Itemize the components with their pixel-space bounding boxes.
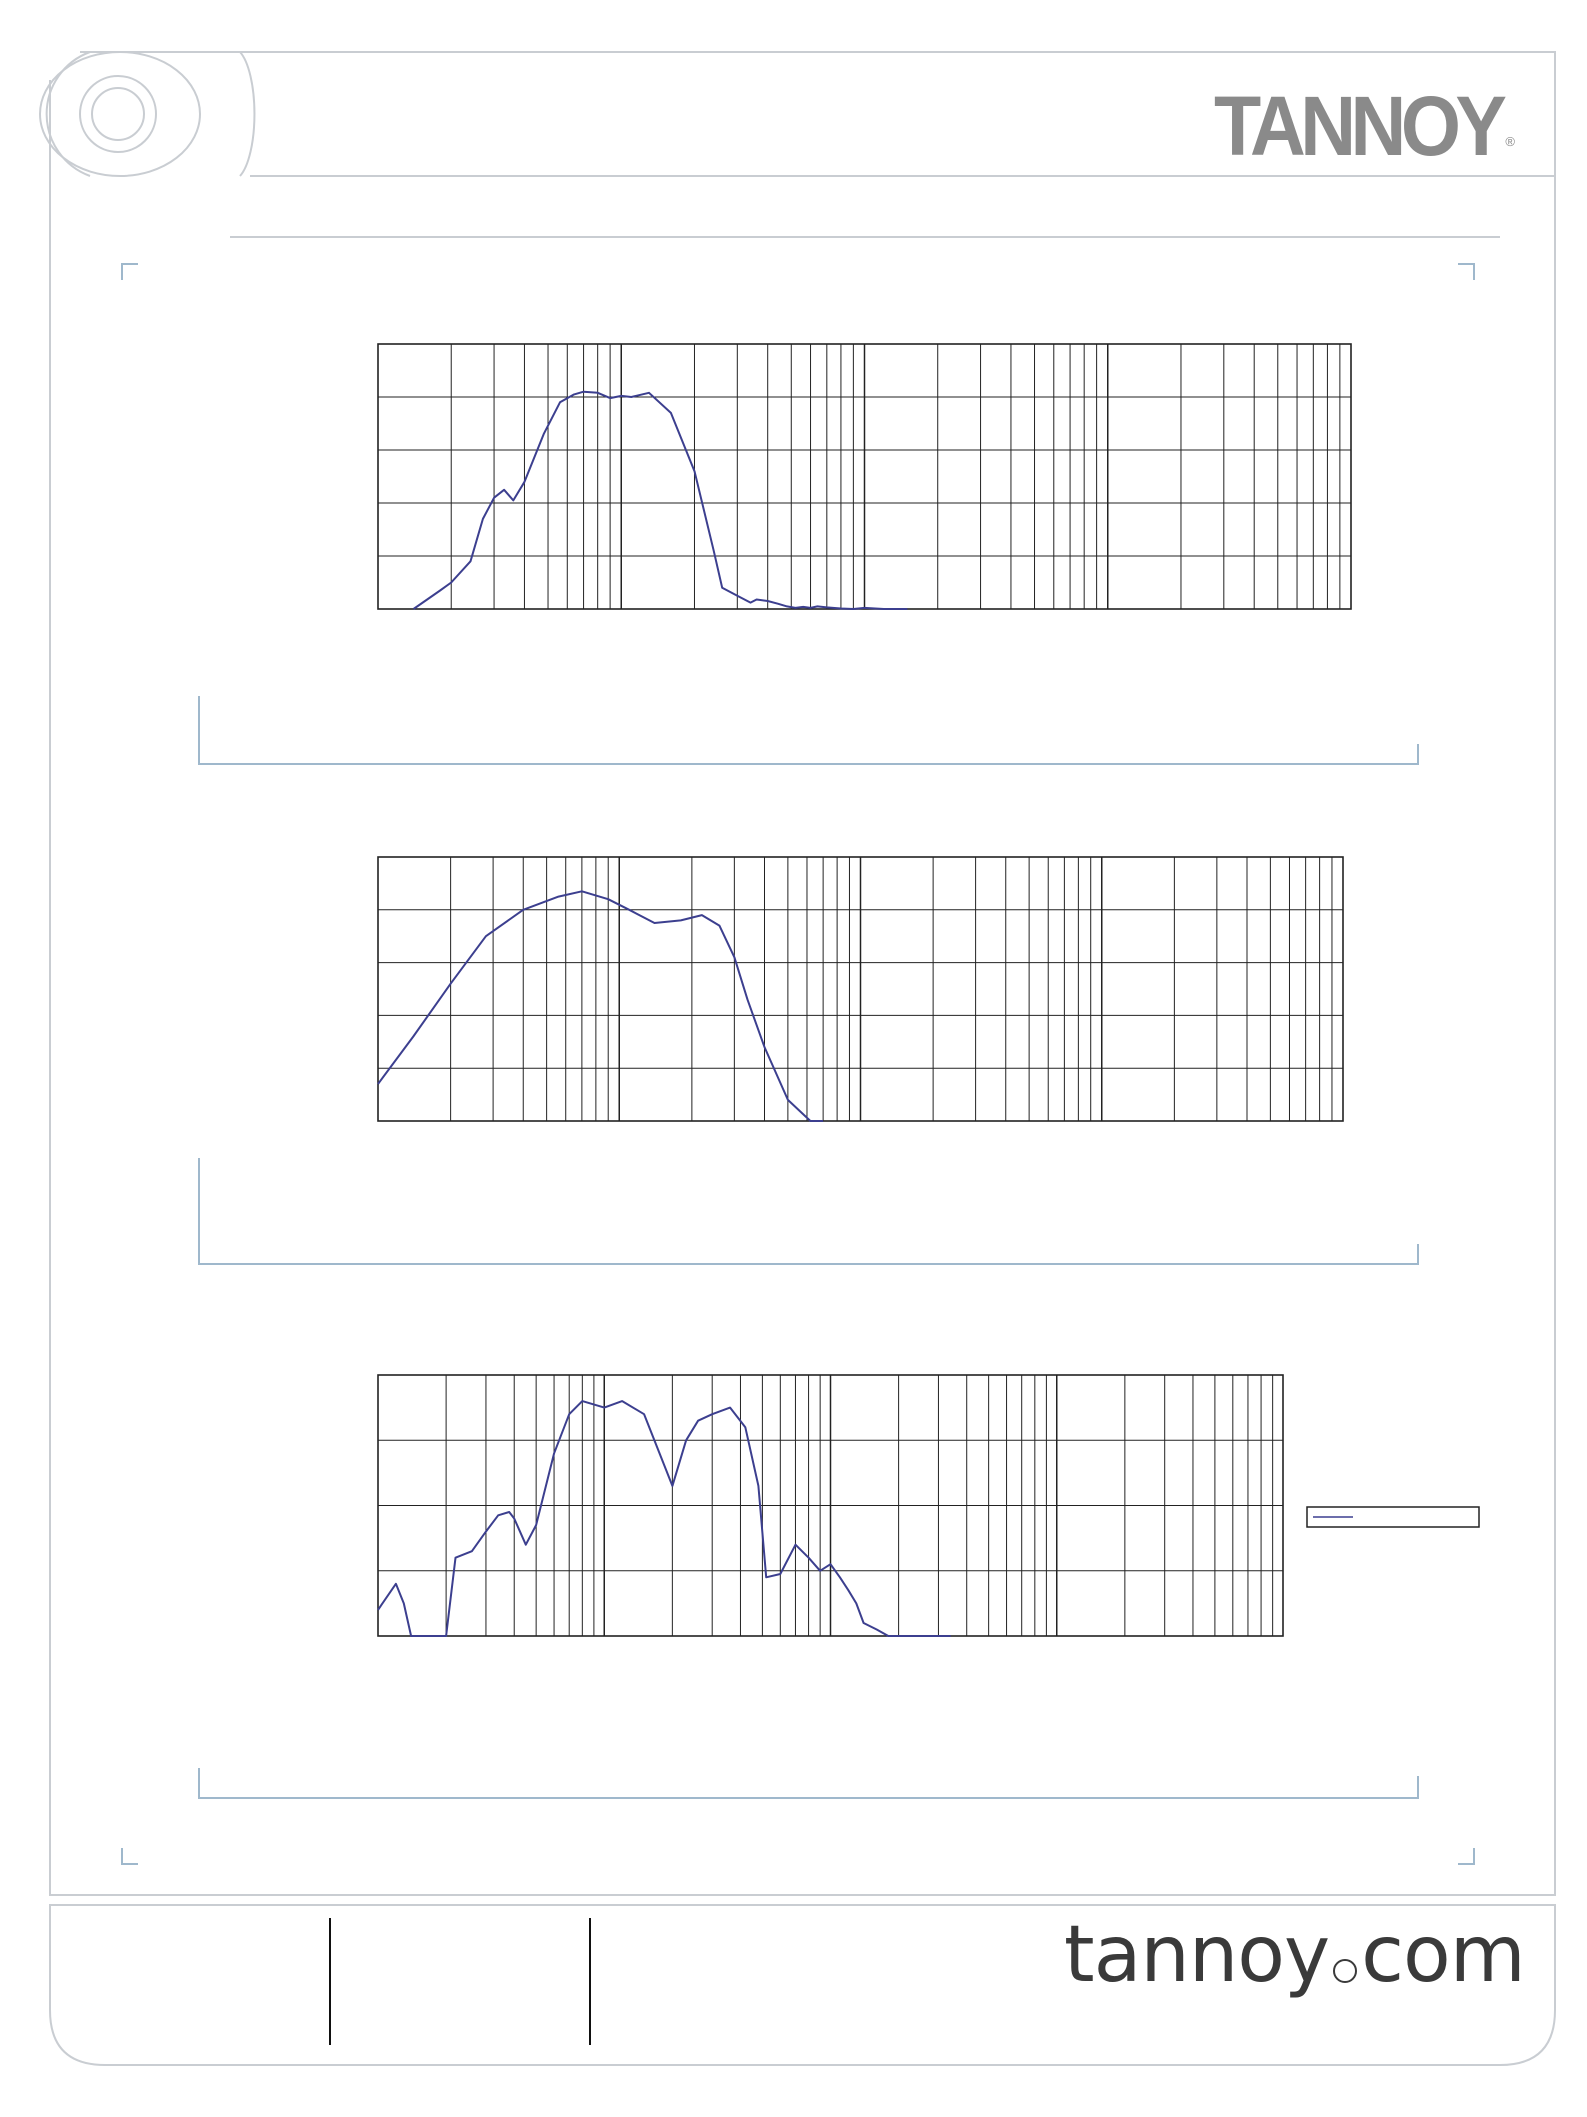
crop-marks bbox=[122, 264, 1474, 1864]
frequency-response-chart-2 bbox=[378, 857, 1343, 1121]
chart-3-legend bbox=[1307, 1507, 1479, 1527]
page-frame bbox=[50, 52, 1555, 1895]
chart-1-curve bbox=[414, 392, 908, 609]
frequency-response-chart-1 bbox=[378, 344, 1351, 609]
chart-2-curve bbox=[378, 891, 823, 1121]
chart-1-grid bbox=[378, 344, 1351, 609]
chart-3-grid bbox=[378, 1375, 1283, 1636]
registered-mark: ® bbox=[1505, 134, 1515, 149]
footer-website-right: com bbox=[1361, 1910, 1525, 2000]
series-line bbox=[414, 392, 908, 609]
chart-3-curve bbox=[378, 1401, 951, 1636]
series-line bbox=[378, 1401, 951, 1636]
footer-website-left: tannoy bbox=[1064, 1910, 1330, 2000]
frequency-response-chart-3 bbox=[378, 1375, 1283, 1636]
speaker-emblem-icon bbox=[40, 52, 254, 176]
tannoy-logo: TANNOY bbox=[1213, 79, 1501, 173]
chart-2-grid bbox=[378, 857, 1343, 1121]
series-line bbox=[378, 891, 823, 1121]
circle-mark-icon bbox=[1333, 1959, 1357, 1983]
footer-website[interactable] bbox=[1064, 1910, 1525, 2000]
